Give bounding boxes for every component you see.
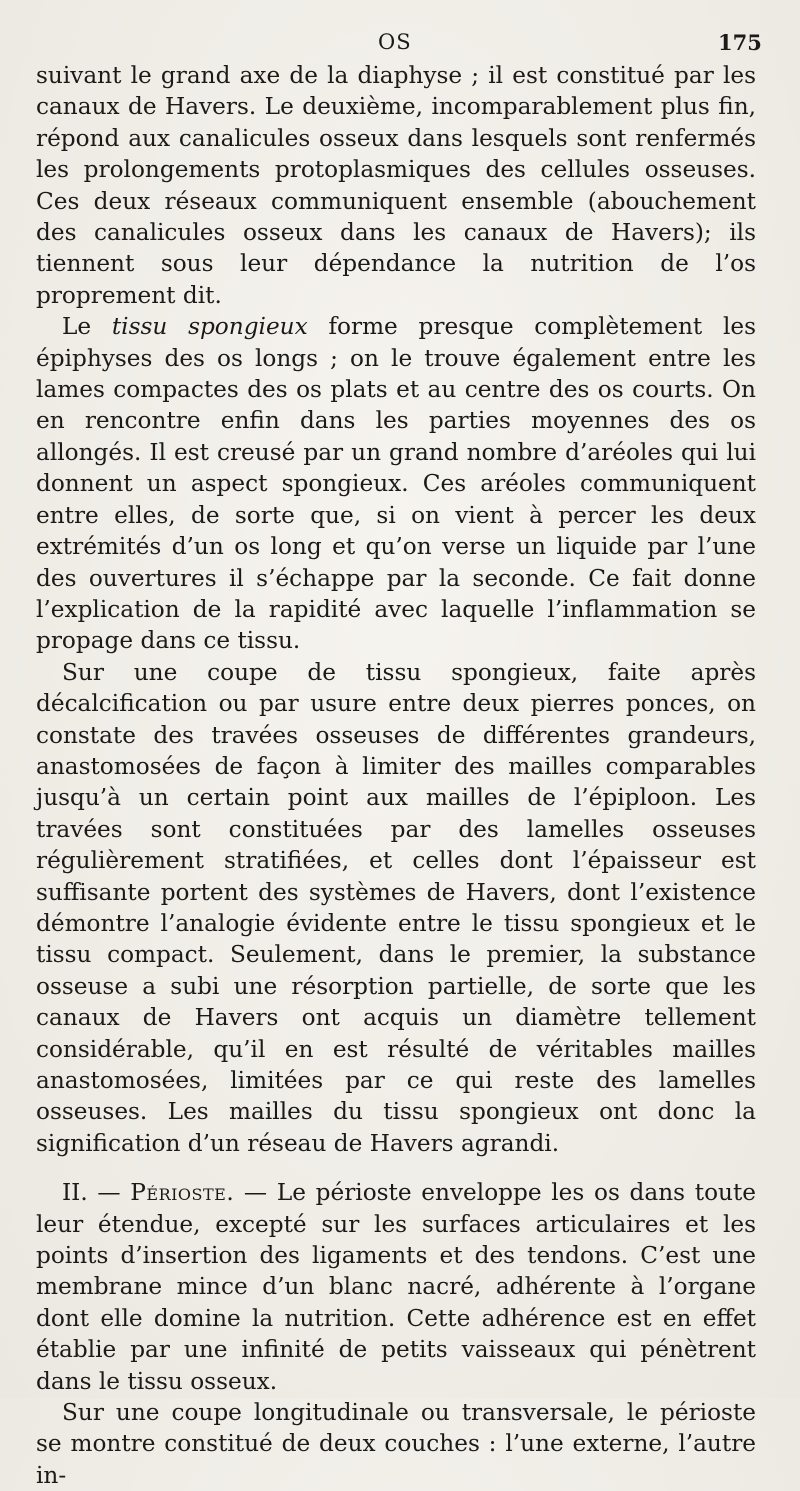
page-number: 175 xyxy=(718,30,762,55)
paragraph-lead: Le xyxy=(62,313,112,341)
running-title: OS xyxy=(378,30,412,54)
paragraph-spongy-section: Sur une coupe de tissu spongieux, faite après décalcification ou par usure entre deux pierres ponces, on constate des travées osseuses de différentes grandeurs, anastomosées de façon à limiter des mailles comparables jusqu’à un certain point aux mailles de l’épiploon. Les travées sont constituées par des lamelles osseuses régulièrement stratifiées, et celles dont l’épaisseur est suffisante portent des systèmes de Havers, dont l’existence démontre l’analogie évidente entre le tissu spongieux et le tissu compact. Seulement, dans le premier, la substance osseuse a subi une résorption partielle, de sorte que les canaux de Havers ont acquis un diamètre tellement considérable, qu’il en est résulté de véritables mailles anastomosées, limitées par ce qui reste des lamelles osseuses. Les mailles du tissu spongieux ont donc la signification d’un réseau de Havers agrandi. xyxy=(36,658,756,1157)
paragraph-body: — Le périoste enveloppe les os dans toute leur étendue, excepté sur les surfaces articulaires et les points d’insertion des ligaments et des tendons. C’est une membrane mince d’un blanc nacré, adhérente à l’organe dont elle domine la nutrition. Cette adhérence est en effet établie par une infinité de petits vaisseaux qui pénètrent dans le tissu osseux. xyxy=(36,1179,756,1395)
paragraph-periosteum xyxy=(36,1177,756,1397)
paragraph-periosteum-layers: Sur une coupe longitudinale ou transversale, le périoste se montre constitué de deux couches : l’une externe, l’autre in- xyxy=(36,1399,756,1489)
section-heading-periosteum: Périoste. xyxy=(130,1179,235,1207)
section-number: II. — xyxy=(62,1179,131,1207)
running-head xyxy=(0,30,800,60)
paragraph-body: forme presque complètement les épiphyses des os longs ; on le trouve également entre les lames compactes des os plats et au centre des os courts. On en rencontre enfin dans les parties moyennes des os allongés. Il est creusé par un grand nombre d’aréoles qui lui donnent un aspect spongieux. Ces aréoles communiquent entre elles, de sorte que, si on vient à percer les deux extrémités d’un os long et qu’on verse un liquide par l’une des ouvertures il s’échappe par la seconde. Ce fait donne l’explication de la rapidité avec laquelle l’inflammation se propage dans ce tissu. xyxy=(36,313,756,655)
term-tissu-spongieux: tissu spongieux xyxy=(111,313,308,341)
paragraph-spongy-tissue xyxy=(36,311,756,656)
paragraph-havers-canals: suivant le grand axe de la diaphyse ; il est constitué par les canaux de Havers. Le deuxième, incomparablement plus fin, répond aux canalicules osseux dans lesquels sont renfermés les prolongements protoplasmiques des cellules osseuses. Ces deux réseaux communiquent ensemble (abouchement des canalicules osseux dans les canaux de Havers); ils tiennent sous leur dépendance la nutrition de l’os proprement dit. xyxy=(36,62,756,309)
body-text xyxy=(36,60,756,1491)
